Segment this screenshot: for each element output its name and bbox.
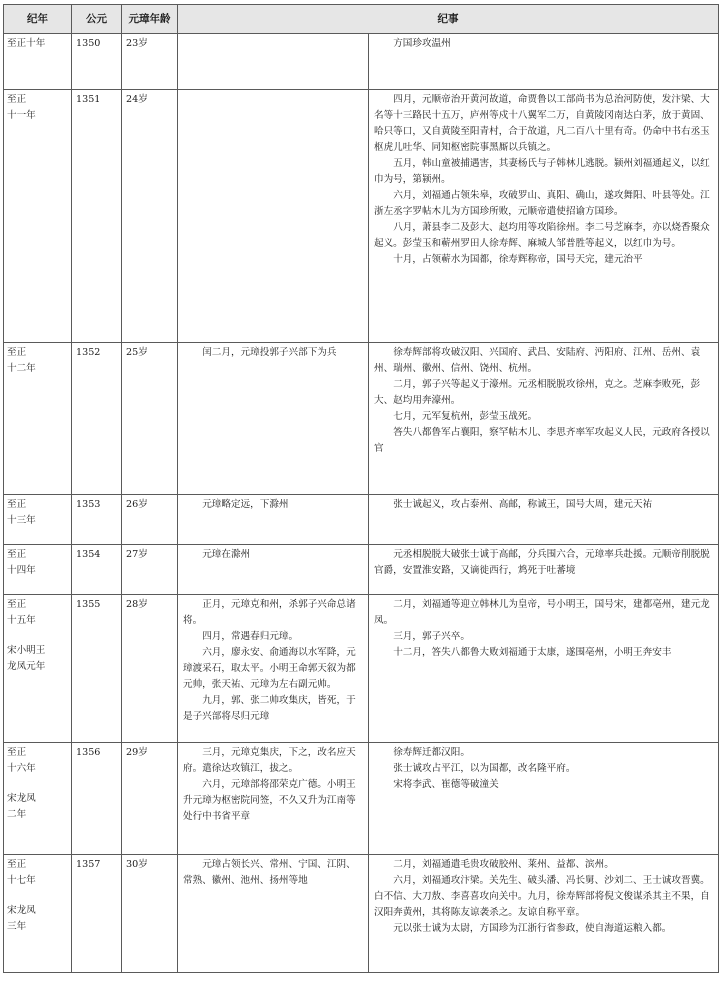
age-cell: 28岁 [122,595,178,743]
era-line: 十五年 [7,615,36,626]
era-cell [4,343,72,495]
age-cell: 26岁 [122,495,178,545]
era-cell [4,90,72,343]
event-paragraph: 张士诚起义，攻占泰州、高邮，称诚王，国号大周，建元天祐 [393,499,653,510]
ad-year-cell: 1350 [72,34,122,90]
era-line: 宋龙凤 [7,905,36,916]
zhu-events-cell [178,495,369,545]
age-cell: 29岁 [122,743,178,855]
events-cell [369,855,719,973]
zhu-events-cell [178,545,369,595]
era-cell [4,743,72,855]
event-paragraph: 徐寿辉迁都汉阳。 [393,747,470,758]
era-cell [4,595,72,743]
event-paragraph: 十月，占领蕲水为国都，徐寿辉称帝，国号天完，建元治平 [393,254,643,265]
era-line [7,629,67,643]
era-line: 宋龙凤 [7,793,36,804]
event-paragraph: 元丞相脱脱大破张士诚于高邮，分兵围六合，元璋率兵赴援。元顺帝削脱脱官爵，安置淮安路，又谪徙西行，鸩死于吐蕃境 [374,549,710,576]
era-line: 至正 [7,549,27,560]
era-line: 二年 [7,809,27,820]
event-paragraph: 宋将李武、崔德等破潼关 [393,779,499,790]
zhu-events-cell [178,90,369,343]
event-paragraph: 二月，刘福通等迎立韩林儿为皇帝，号小明王，国号宋，建都亳州，建元龙凤。 [374,599,710,626]
ad-year-cell: 1355 [72,595,122,743]
event-paragraph: 二月，郭子兴等起义于濠州。元丞相脱脱攻徐州，克之。芝麻李败死，彭大、赵均用奔濠州。 [374,379,701,406]
table-row [4,855,719,973]
era-line: 至正十年 [7,38,46,49]
ad-year-cell: 1351 [72,90,122,343]
table-row [4,743,719,855]
events-cell [369,495,719,545]
event-paragraph: 二月，刘福通遣毛贵攻破胶州、莱州、益都、滨州。 [393,859,614,870]
age-cell: 30岁 [122,855,178,973]
event-paragraph: 六月，刘福通攻汴梁。关先生、破头潘、冯长舅、沙刘二、王士诚攻晋冀。白不信、大刀敖、李喜喜攻向关中。九月，徐寿辉部将倪文俊谋杀其主不果，自汉阳奔黄州，其将陈友谅袭杀之。友谅自称平章。 [374,875,710,918]
era-line: 至正 [7,599,27,610]
events-cell [369,595,719,743]
era-line: 至正 [7,94,27,105]
age-cell: 27岁 [122,545,178,595]
events-cell [369,343,719,495]
chronology-table [3,4,719,973]
event-paragraph: 四月，元顺帝治开黄河故道，命贾鲁以工部尚书为总治河防使，发汴梁、大名等十三路民十五万，庐州等戍十八翼军二万，自黄陵冈南达白茅，放于黄固、哈只等口，又自黄陵至阳青村，合于故道，凡二百八十里有奇。仍命中书右丞玉枢虎儿吐华、同知枢密院事黑厮以兵镇之。 [374,94,710,153]
ad-year-cell: 1352 [72,343,122,495]
age-cell: 24岁 [122,90,178,343]
zhu-events-cell [178,855,369,973]
era-line: 十二年 [7,363,36,374]
era-cell [4,495,72,545]
era-cell [4,545,72,595]
zhu-event-paragraph: 正月，元璋克和州，杀郭子兴命总诸将。 [183,599,356,626]
zhu-events-cell [178,743,369,855]
table-row [4,495,719,545]
table-row [4,595,719,743]
age-cell: 23岁 [122,34,178,90]
events-cell [369,545,719,595]
ad-year-cell: 1354 [72,545,122,595]
zhu-event-paragraph: 四月，常遇春归元璋。 [202,631,299,642]
ad-year-cell: 1353 [72,495,122,545]
event-paragraph: 徐寿辉部将攻破汉阳、兴国府、武昌、安陆府、沔阳府、江州、岳州、袁州、瑞州、徽州、信州、饶州、杭州。 [374,347,701,374]
era-line: 三年 [7,921,27,932]
header-ad: 公元 [72,5,122,34]
era-line: 至正 [7,747,27,758]
zhu-event-paragraph: 元璋在滁州 [202,549,251,560]
event-paragraph: 答失八都鲁军占襄阳，察罕帖木儿、李思齐率军攻起义人民，元政府各授以官 [374,427,710,454]
zhu-event-paragraph: 九月，郭、张二帅攻集庆，皆死，于是子兴部将尽归元璋 [183,695,356,722]
era-cell [4,34,72,90]
era-line: 至正 [7,859,27,870]
event-paragraph: 五月，韩山童被捕遇害，其妻杨氏与子韩林儿逃脱。颍州刘福通起义，以红巾为号，第颍州。 [374,158,710,185]
zhu-event-paragraph: 元璋略定远，下滁州 [202,499,289,510]
header-events: 纪事 [178,5,719,34]
zhu-event-paragraph: 六月，元璋部将邵荣克广德。小明王升元璋为枢密院同签，不久又升为江南等处行中书省平章 [183,779,356,822]
table-row [4,343,719,495]
event-paragraph: 七月，元军复杭州，彭莹玉战死。 [393,411,538,422]
event-paragraph: 三月，郭子兴卒。 [393,631,470,642]
header-row [4,5,719,34]
era-line [7,777,67,791]
event-paragraph: 十二月，答失八都鲁大败刘福通于太康，遂围亳州，小明王奔安丰 [393,647,672,658]
zhu-event-paragraph: 三月，元璋克集庆，下之，改名应天府。遣徐达攻镇江，拔之。 [183,747,356,774]
age-cell: 25岁 [122,343,178,495]
zhu-event-paragraph: 闰二月，元璋投郭子兴部下为兵 [202,347,337,358]
table-row [4,90,719,343]
table-row [4,34,719,90]
zhu-event-paragraph: 元璋占领长兴、常州、宁国、江阴、常熟、徽州、池州、扬州等地 [183,859,356,886]
era-line: 十六年 [7,763,36,774]
ad-year-cell: 1357 [72,855,122,973]
era-cell [4,855,72,973]
event-paragraph: 八月，萧县李二及彭大、赵均用等攻陷徐州。李二号芝麻李，亦以烧香聚众起义。彭莹玉和蕲州罗田人徐寿辉、麻城人邹普胜等起义，以红巾为号。 [374,222,710,249]
era-line [7,889,67,903]
era-line: 十七年 [7,875,36,886]
era-line: 至正 [7,347,27,358]
era-line: 十一年 [7,110,36,121]
table-row [4,545,719,595]
header-age: 元璋年龄 [122,5,178,34]
event-paragraph: 张士诚攻占平江，以为国都，改名隆平府。 [393,763,576,774]
events-cell [369,743,719,855]
table-body [4,34,719,973]
zhu-event-paragraph: 六月，廖永安、俞通海以水军降，元璋渡采石，取太平。小明王命郭天叙为都元帅，张天祐、元璋为左右副元帅。 [183,647,356,690]
ad-year-cell: 1356 [72,743,122,855]
zhu-events-cell [178,595,369,743]
era-line: 十三年 [7,515,36,526]
events-cell [369,34,719,90]
event-paragraph: 六月，刘福通占领朱皋，攻破罗山、真阳、确山，遂攻舞阳、叶县等处。江浙左丞字罗帖木儿为方国珍所败，元顺帝遣使招谕方国珍。 [374,190,710,217]
era-line: 十四年 [7,565,36,576]
zhu-events-cell [178,343,369,495]
era-line: 至正 [7,499,27,510]
era-line: 宋小明王 [7,645,46,656]
event-paragraph: 元以张士诚为太尉，方国珍为江浙行省参政，使自海道运粮入都。 [393,923,672,934]
zhu-events-cell [178,34,369,90]
event-paragraph: 方国珍攻温州 [393,38,451,49]
header-era: 纪年 [4,5,72,34]
events-cell [369,90,719,343]
era-line: 龙凤元年 [7,661,46,672]
